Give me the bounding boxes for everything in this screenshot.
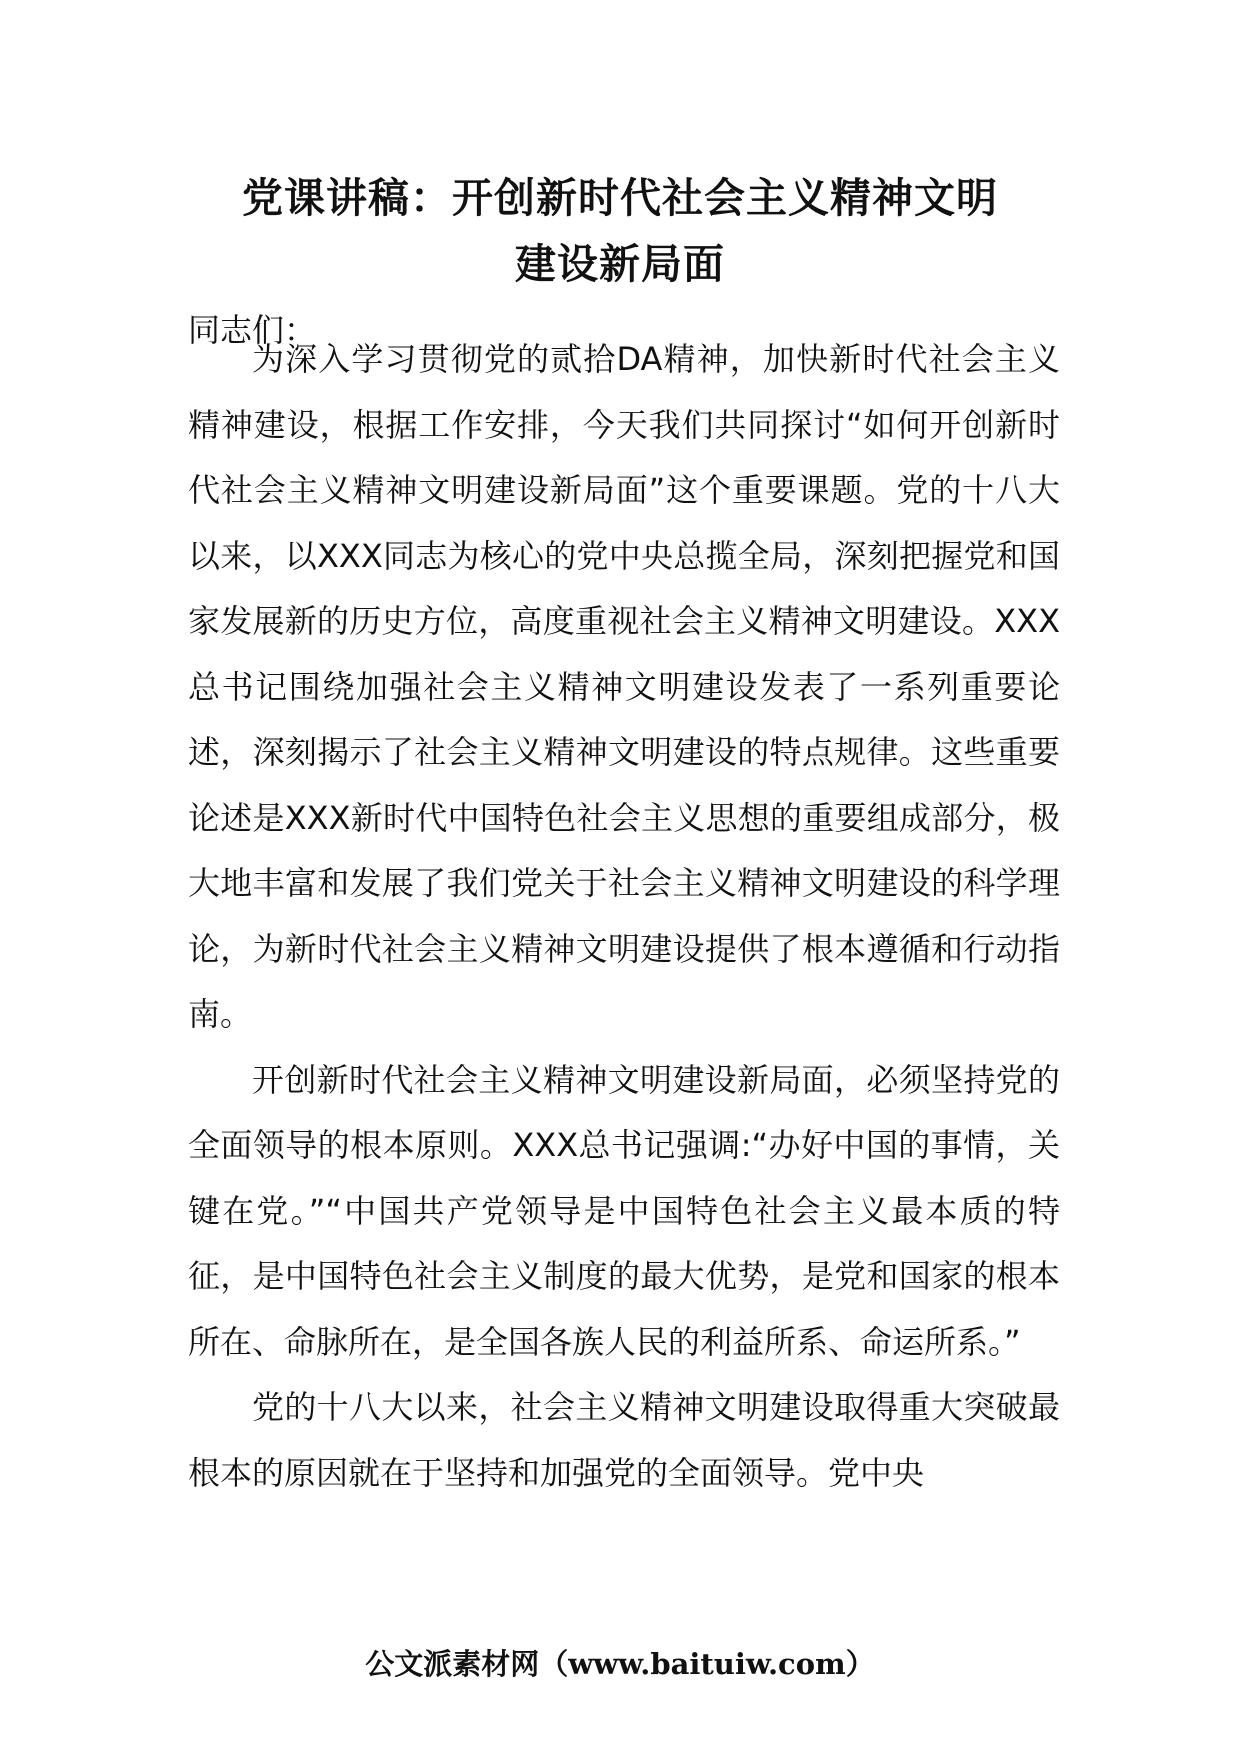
document-title-line-1: 党课讲稿：开创新时代社会主义精神文明	[242, 174, 998, 222]
document-body	[188, 327, 1060, 1506]
footer-watermark: 公文派素材网（www.baituiw.com）	[365, 1647, 875, 1681]
document-title-line-2: 建设新局面	[515, 240, 725, 288]
salutation: 同志们：	[188, 311, 317, 349]
paragraph-3: 党的十八大以来，社会主义精神文明建设取得重大突破最根本的原因就在于坚持和加强党的全面领导。党中央	[188, 1388, 1060, 1492]
paragraph-2: 开创新时代社会主义精神文明建设新局面，必须坚持党的全面领导的根本原则。XXX总书记强调:“办好中国的事情，关键在党。”“中国共产党领导是中国特色社会主义最本质的特征，是中国特色社会主义制度的最大优势，是党和国家的根本所在、命脉所在，是全国各族人民的利益所系、命运所系。”	[188, 1060, 1060, 1361]
paragraph-1: 为深入学习贯彻党的贰拾DA精神，加快新时代社会主义精神建设，根据工作安排，今天我们共同探讨“如何开创新时代社会主义精神文明建设新局面”这个重要课题。党的十八大以来，以XXX同志为核心的党中央总揽全局，深刻把握党和国家发展新的历史方位，高度重视社会主义精神文明建设。XXX总书记围绕加强社会主义精神文明建设发表了一系列重要论述，深刻揭示了社会主义精神文明建设的特点规律。这些重要论述是XXX新时代中国特色社会主义思想的重要组成部分，极大地丰富和发展了我们党关于社会主义精神文明建设的科学理论，为新时代社会主义精神文明建设提供了根本遵循和行动指南。	[188, 340, 1060, 1033]
